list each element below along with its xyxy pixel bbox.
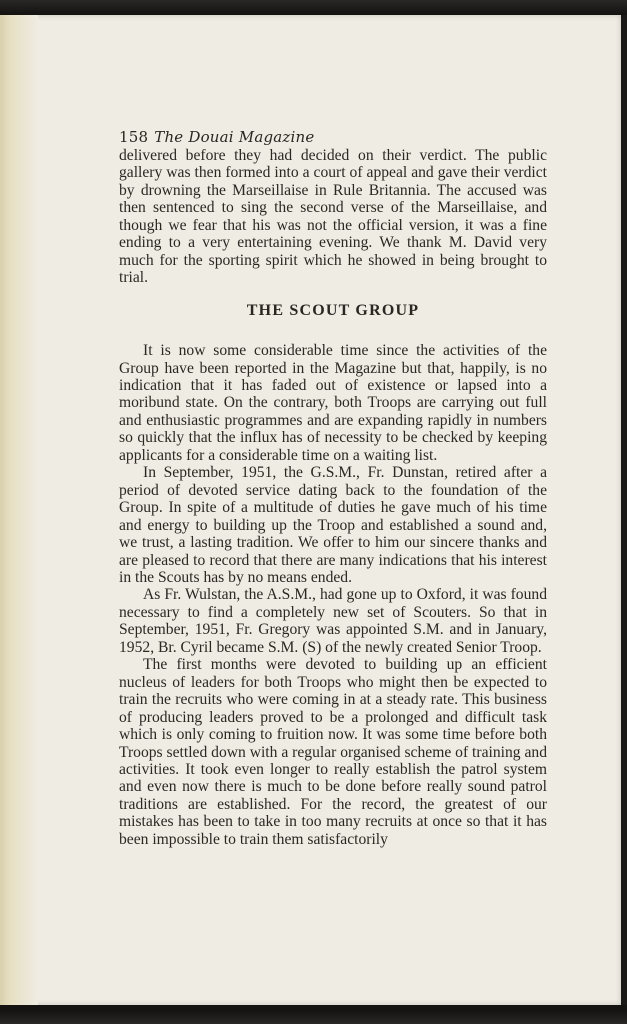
paragraph-4: The first months were devoted to building up an efficient nucleus of leaders for both Troops who might then be expected to train the recruits who were coming in at a steady rate. This business of producing leaders proved to be a prolonged and difficult task which is only coming to fruition now. It was some time before both Troops settled down with a regular organised scheme of training and activities. It took even longer to really establish the patrol system and even now there is much to be done before really sound patrol traditions are established. For the record, the greatest of our mistakes has been to take in too many recruits at once so that it has been impossible to train them satisfactorily xyxy=(119,656,547,848)
page-right-edge xyxy=(621,15,627,1005)
paragraph-1: It is now some considerable time since the activities of the Group have been reported in the Magazine but that, happily, is no indication that it has faded out of existence or lapsed into a moribund state. On the contrary, both Troops are carrying out full and enthusiastic programmes and are expanding rapidly in numbers so quickly that the influx has of necessity to be checked by keeping applicants for a considerable time on a waiting list. xyxy=(119,342,547,464)
page-number: 158 xyxy=(119,128,149,146)
running-header xyxy=(119,128,314,146)
paragraph-2: In September, 1951, the G.S.M., Fr. Dunstan, retired after a period of devoted service dating back to the foundation of the Group. In spite of a multitude of duties he gave much of his time and energy to building up the Troop and established a sound and, we trust, a lasting tradition. We offer to him our sincere thanks and are pleased to record that there are many indications that his interest in the Scouts has by no means ended. xyxy=(119,464,547,586)
section-heading: THE SCOUT GROUP xyxy=(246,301,420,319)
intro-paragraph: delivered before they had decided on their verdict. The public gallery was then formed into a court of appeal and gave their verdict by drowning the Marseillaise in Rule Britannia. The accused was then sentenced to sing the second verse of the Marseillaise, and though we fear that his was not the official version, it was a fine ending to a very entertaining evening. We thank M. David very much for the sporting spirit which he showed in being brought to trial. xyxy=(119,147,547,287)
paragraph-3: As Fr. Wulstan, the A.S.M., had gone up to Oxford, it was found necessary to find a completely new set of Scouters. So that in September, 1951, Fr. Gregory was appointed S.M. and in January, 1952, Br. Cyril became S.M. (S) of the newly created Senior Troop. xyxy=(119,586,547,656)
publication-title: The Douai Magazine xyxy=(154,128,315,146)
article-body xyxy=(119,147,547,848)
page-gutter-edge xyxy=(0,15,38,1005)
